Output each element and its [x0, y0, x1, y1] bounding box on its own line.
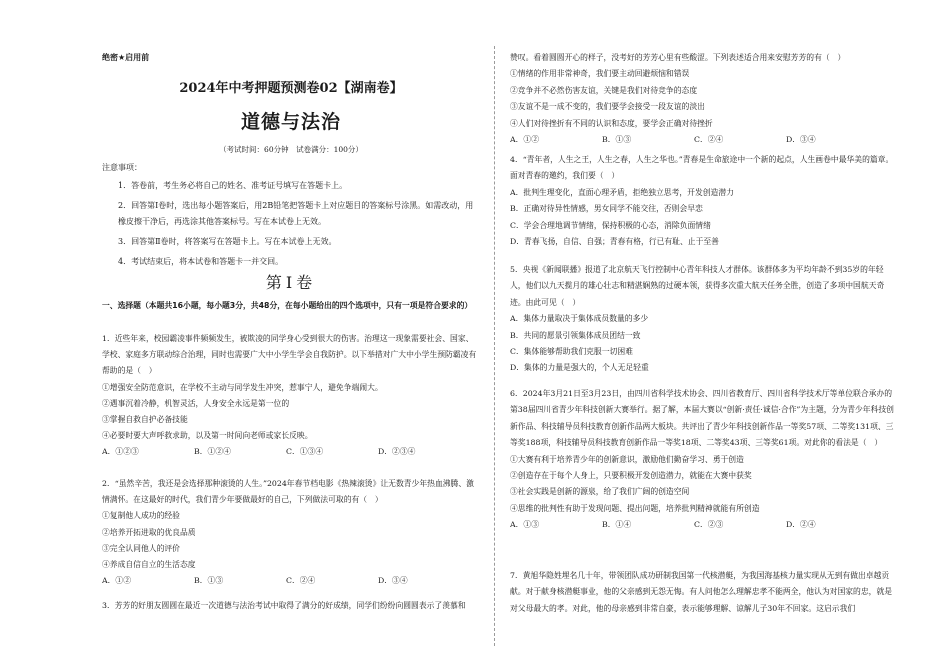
- question-6: [510, 386, 894, 534]
- notice-item: 1．答卷前，考生务必将自己的姓名、准考证号填写在答题卡上。: [118, 181, 348, 190]
- question-option: ①复制他人成功的经验: [102, 511, 180, 521]
- exam-meta: （考试时间：60分钟 试卷满分：100分）: [219, 145, 363, 154]
- answer-choices: [102, 444, 480, 460]
- choice-c: C．②④: [286, 576, 316, 586]
- choice-c: C．②③: [694, 520, 724, 530]
- answer-choices: [510, 517, 894, 533]
- question-3-continued: [510, 50, 894, 148]
- question-stem: 3．芳芳的好朋友圆圆在最近一次道德与法治考试中取得了满分的好成绩，同学们纷纷向圆圆表示了羡慕和: [102, 601, 466, 610]
- question-stem: 4．“青年者，人生之王，人生之春，人生之华也。”青春是生命旅途中一个新的起点，人生画卷中最华美的篇章。面对青春的邀约，我们要（ ）: [510, 155, 894, 181]
- section-heading: 一、选择题（本题共16小题，每小题3分，共48分，在每小题给出的四个选项中，只有一项是符合要求的）: [102, 301, 473, 310]
- question-option: ②遇事沉着冷静，机智灵活，人身安全永远是第一位的: [102, 398, 290, 408]
- subject-title: 道德与法治: [240, 111, 341, 133]
- volume-title: 第Ⅰ卷: [265, 273, 317, 292]
- column-divider: [494, 46, 495, 646]
- notice-title: 注意事项：: [102, 163, 142, 172]
- question-option: ④人们对待挫折有不同的认识和态度，要学会正确对待挫折: [510, 118, 713, 128]
- choice-c: C．②④: [694, 135, 724, 145]
- choice-d: D．②④: [786, 520, 816, 530]
- notice-list: [118, 178, 480, 274]
- answer-choices: [510, 132, 894, 148]
- question-option: D．集体的力量是强大的，个人无足轻重: [510, 363, 649, 373]
- question-option: ④养成自信自立的生活态度: [102, 560, 196, 570]
- question-stem: 2．“虽然辛苦，我还是会选择那种滚烫的人生。”2024年春节档电影《热辣滚烫》让无数青少年热血沸腾、激情满怀。在这最好的时代，我们青少年要做最好的自己，下列做法可取的有（ ）: [102, 479, 474, 505]
- choice-b: B．①④: [602, 520, 632, 530]
- question-3: [102, 598, 480, 614]
- choice-a: A．①③: [510, 520, 540, 530]
- question-option: ②培养开拓进取的优良品质: [102, 527, 196, 537]
- answer-choices: [102, 573, 480, 589]
- question-option: D．青春飞扬，自信、自强；青春有格，行已有耻、止于至善: [510, 237, 719, 247]
- notice-item: 2．回答第Ⅰ卷时，选出每小题答案后，用2B铅笔把答题卡上对应题目的答案标号涂黑。如需改动，用橡皮擦干净后，再选涂其他答案标号。写在本试卷上无效。: [118, 201, 474, 226]
- question-option: C．学会合理地调节情绪，保持积极的心态，消除负面情绪: [510, 220, 711, 230]
- question-option: A．集体力量取决于集体成员数量的多少: [510, 314, 649, 324]
- question-stem: 5．央视《新闻联播》报道了北京航天飞行控制中心青年科技人才群体。该群体多为平均年龄不到35岁的年轻人，他们以九天揽月的雄心壮志和精湛娴熟的过硬本领，获得多次重大航天任务全胜，创造了多项中国航天奇迹。由此可见（ ）: [510, 265, 885, 307]
- question-2: [102, 476, 480, 589]
- choice-a: A．①②: [510, 135, 540, 145]
- question-option: ③掌握自救自护必备技能: [102, 415, 188, 425]
- question-option: ①增强安全防范意识，在学校不主动与同学发生冲突，惹事宁人，避免争端闹大。: [102, 382, 383, 392]
- choice-b: B．①③: [602, 135, 632, 145]
- question-option: C．集体能够帮助我们克服一切困难: [510, 347, 633, 357]
- choice-d: D．③④: [786, 135, 816, 145]
- question-5: [510, 262, 894, 377]
- question-7: [510, 568, 894, 617]
- secret-label: 绝密★启用前: [102, 53, 150, 62]
- question-option: ②竞争并不必然伤害友谊，关键是我们对待竞争的态度: [510, 85, 698, 95]
- left-column: [102, 0, 480, 672]
- exam-title: 2024年中考押题预测卷02【湖南卷】: [179, 81, 403, 96]
- question-option: ①情绪的作用非常神奇，我们要主动回避烦恼和错误: [510, 69, 690, 79]
- question-option: ②创造存在于每个人身上，只要积极开发创造潜力，就能在大赛中获奖: [510, 471, 752, 481]
- question-option: ③完全认同他人的评价: [102, 543, 180, 553]
- choice-c: C．①③④: [286, 447, 324, 457]
- question-stem: 1．近些年来，校园霸凌事件频频发生，被欺凌的同学身心受到很大的伤害。治理这一现象需要社会、国家、学校、家庭多方联动综合治理，同时也需要广大中小学生学会自我防护。以下举措对广大中小学生预防霸凌有帮助的是（ ）: [102, 334, 477, 376]
- choice-a: A．①②: [102, 576, 132, 586]
- question-option: A．批判生理变化，直面心理矛盾，拒绝独立思考，开发创造潜力: [510, 187, 734, 197]
- question-stem: 赞叹。看着圆圆开心的样子，没考好的芳芳心里有些酸涩。下列表述适合用来安慰芳芳的有（ ）: [510, 53, 846, 62]
- question-option: B．共同的愿景引领集体成员团结一致: [510, 330, 641, 340]
- choice-a: A．①②③: [102, 447, 139, 457]
- question-option: ③社会实践是创新的源泉，给了我们广阔的创造空间: [510, 487, 690, 497]
- question-option: B．正确对待异性情感，男女同学不能交往，否则会早恋: [510, 204, 703, 214]
- choice-d: D．③④: [378, 576, 408, 586]
- question-option: ④思维的批判性有助于发现问题、提出问题，培养批判精神就能有所创造: [510, 503, 760, 513]
- choice-d: D．②③④: [378, 447, 416, 457]
- notice-item: 3．回答第Ⅱ卷时，将答案写在答题卡上。写在本试卷上无效。: [118, 237, 337, 246]
- question-stem: 6．2024年3月21日至3月23日，由四川省科学技术协会、四川省教育厅、四川省科学技术厅等单位联合承办的第38届四川省青少年科技创新大赛举行。据了解，本届大赛以“创新·责任·诚信·合作”为主题，分为青少年科技创新作品、科技辅导员科技教育创新作品两大板块。共评出了青少年科技创新作品一等奖57项、二等奖131项、三等奖188项，科技辅导员科技教育创新作品一等奖18项、二等奖43项、三等奖61项。对此你的看法是（ ）: [510, 389, 894, 448]
- question-stem: 7．黄旭华隐姓埋名几十年，带领团队成功研制我国第一代核潜艇，为我国海基核力量实现从无到有做出卓越贡献。对于献身核潜艇事业，他的父亲感到无怨无悔。有人问他怎么理解忠孝不能两全，他认为对国家的忠，就是对父母最大的孝。对此，他的母亲感到非常自豪，表示能够理解、谅解儿子30年不回家。这启示我们: [510, 571, 893, 613]
- question-option: ④必要时要大声呼救求助，以及第一时间向老师或家长反映。: [102, 431, 313, 441]
- notice-item: 4．考试结束后，将本试卷和答题卡一并交回。: [118, 257, 284, 266]
- question-option: ③友谊不是一成不变的，我们要学会接受一段友谊的淡出: [510, 102, 705, 112]
- choice-b: B．①②④: [194, 447, 231, 457]
- right-column: [510, 0, 894, 672]
- choice-b: B．①③: [194, 576, 224, 586]
- question-4: [510, 152, 894, 250]
- question-1: [102, 331, 480, 461]
- question-option: ①大赛有利于培养青少年的创新意识，激励他们勤奋学习、勇于创造: [510, 454, 744, 464]
